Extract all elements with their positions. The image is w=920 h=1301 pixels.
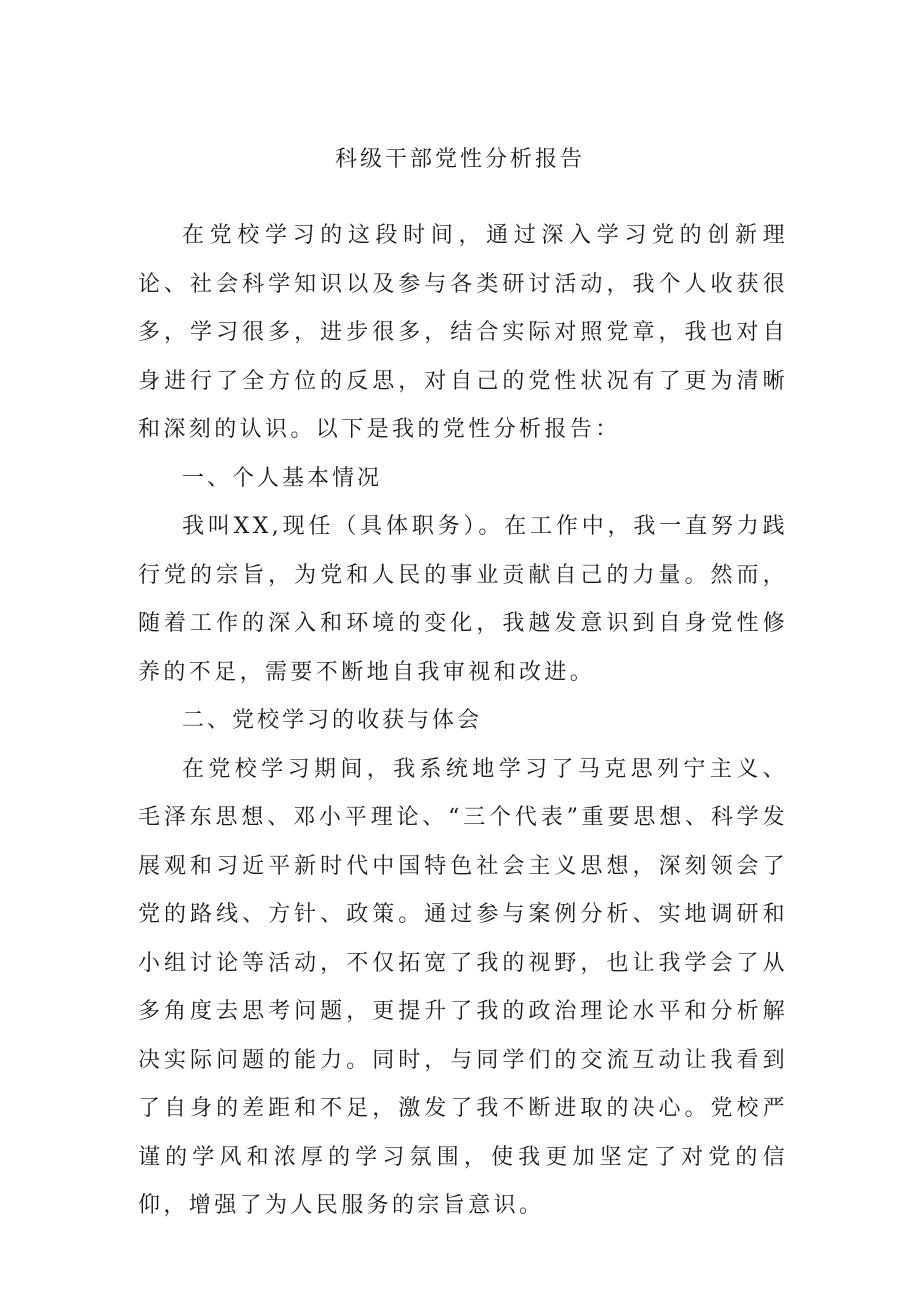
document-title: 科级干部党性分析报告 bbox=[334, 147, 585, 172]
section-2-heading: 二、党校学习的收获与体会 bbox=[182, 708, 483, 733]
intro-paragraph: 在党校学习的这段时间，通过深入学习党的创新理论、社会科学知识以及参与各类研讨活动，我个人收获很多，学习很多，进步很多，结合实际对照党章，我也对自身进行了全方位的反思，对自己的党性状况有了更为清晰和深刻的认识。以下是我的党性分析报告： bbox=[138, 223, 788, 442]
section-2-paragraph: 在党校学习期间，我系统地学习了马克思列宁主义、毛泽东思想、邓小平理论、“三个代表”重要思想、科学发展观和习近平新时代中国特色社会主义思想，深刻领会了党的路线、方针、政策。通过参与案例分析、实地调研和小组讨论等活动，不仅拓宽了我的视野，也让我学会了从多角度去思考问题，更提升了我的政治理论水平和分析解决实际问题的能力。同时，与同学们的交流互动让我看到了自身的差距和不足，激发了我不断进取的决心。党校严谨的学风和浓厚的学习氛围，使我更加坚定了对党的信仰，增强了为人民服务的宗旨意识。 bbox=[138, 756, 788, 1218]
section-1-paragraph: 我叫XX,现任（具体职务）。在工作中，我一直努力践行党的宗旨，为党和人民的事业贡献自己的力量。然而，随着工作的深入和环境的变化，我越发意识到自身党性修养的不足，需要不断地自我审视和改进。 bbox=[138, 514, 788, 685]
document-body bbox=[138, 212, 788, 1231]
section-1-heading: 一、个人基本情况 bbox=[182, 465, 383, 491]
